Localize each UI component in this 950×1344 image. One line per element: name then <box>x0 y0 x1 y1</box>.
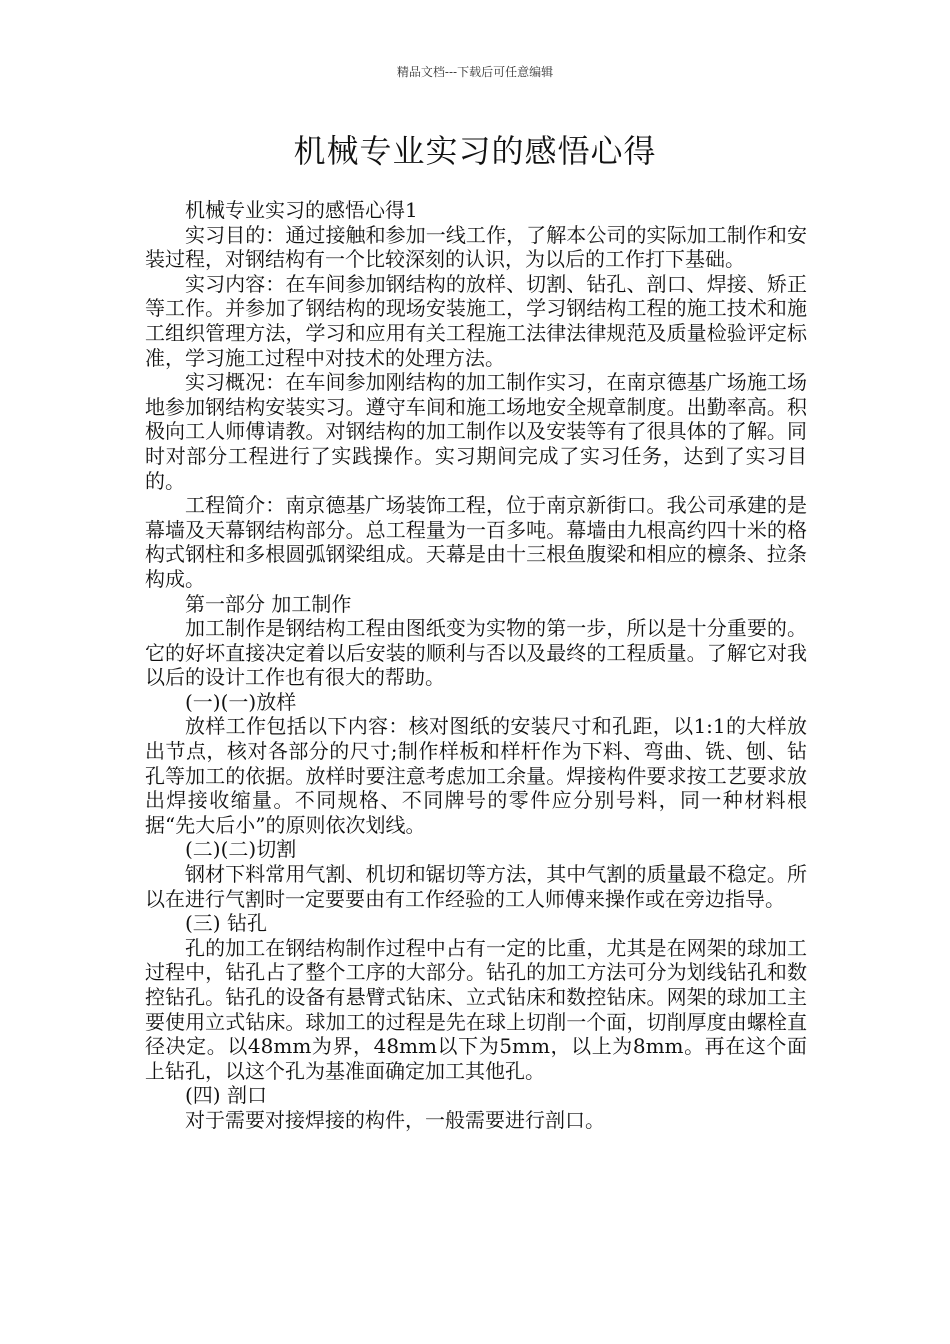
paragraph-layout: 放样工作包括以下内容：核对图纸的安装尺寸和孔距，以1:1的大样放出节点，核对各部分的尺寸;制作样板和样杆作为下料、弯曲、铣、刨、钻孔等加工的依据。放样时要注意考虑加工余量。焊接构件要求按工艺要求放出焊接收缩量。不同规格、不同牌号的零件应分别号料，同一种材料根据“先大后小”的原则依次划线。 <box>145 714 807 837</box>
document-body <box>145 198 807 1133</box>
paragraph-purpose: 实习目的：通过接触和参加一线工作，了解本公司的实际加工制作和安装过程，对钢结构有一个比较深刻的认识，为以后的工作打下基础。 <box>145 222 807 272</box>
paragraph-beveling: 对于需要对接焊接的构件，一般需要进行剖口。 <box>185 1107 605 1132</box>
paragraph-subtitle: 机械专业实习的感悟心得1 <box>185 198 418 222</box>
section-heading-layout: (一)(一)放样 <box>185 689 297 714</box>
section-heading-beveling: (四) 剖口 <box>185 1083 267 1108</box>
page-header: 精品文档---下载后可任意编辑 <box>396 65 554 79</box>
section-heading-cutting: (二)(二)切割 <box>185 837 297 862</box>
paragraph-project-intro: 工程简介：南京德基广场装饰工程，位于南京新街口。我公司承建的是幕墙及天幕钢结构部分。总工程量为一百多吨。幕墙由九根高约四十米的格构式钢柱和多根圆弧钢梁组成。天幕是由十三根鱼腹梁和相应的檩条、拉条构成。 <box>145 493 807 591</box>
document-title: 机械专业实习的感悟心得 <box>293 132 657 170</box>
paragraph-content: 实习内容：在车间参加钢结构的放样、切割、钻孔、剖口、焊接、矫正等工作。并参加了钢结构的现场安装施工，学习钢结构工程的施工技术和施工组织管理方法，学习和应用有关工程施工法律法律规范及质量检验评定标准，学习施工过程中对技术的处理方法。 <box>145 271 807 370</box>
section-heading-part-one: 第一部分 加工制作 <box>185 591 352 616</box>
paragraph-fabrication: 加工制作是钢结构工程由图纸变为实物的第一步，所以是十分重要的。它的好坏直接决定着以后安装的顺利与否以及最终的工程质量。了解它对我以后的设计工作也有很大的帮助。 <box>145 616 807 690</box>
paragraph-overview: 实习概况：在车间参加刚结构的加工制作实习，在南京德基广场施工场地参加钢结构安装实习。遵守车间和施工场地安全规章制度。出勤率高。积极向工人师傅请教。对钢结构的加工制作以及安装等有了很具体的了解。同时对部分工程进行了实践操作。实习期间完成了实习任务，达到了实习目的。 <box>145 370 807 493</box>
paragraph-drilling: 孔的加工在钢结构制作过程中占有一定的比重，尤其是在网架的球加工过程中，钻孔占了整个工序的大部分。钻孔的加工方法可分为划线钻孔和数控钻孔。钻孔的设备有悬臂式钻床、立式钻床和数控钻床。网架的球加工主要使用立式钻床。球加工的过程是先在球上切削一个面，切削厚度由螺栓直径决定。以48mm为界，48mm以下为5mm，以上为8mm。再在这个面上钻孔，以这个孔为基准面确定加工其他孔。 <box>145 935 807 1083</box>
section-heading-drilling: (三) 钻孔 <box>185 911 267 936</box>
paragraph-cutting: 钢材下料常用气割、机切和锯切等方法，其中气割的质量最不稳定。所以在进行气割时一定要要由有工作经验的工人师傅来操作或在旁边指导。 <box>145 862 807 911</box>
